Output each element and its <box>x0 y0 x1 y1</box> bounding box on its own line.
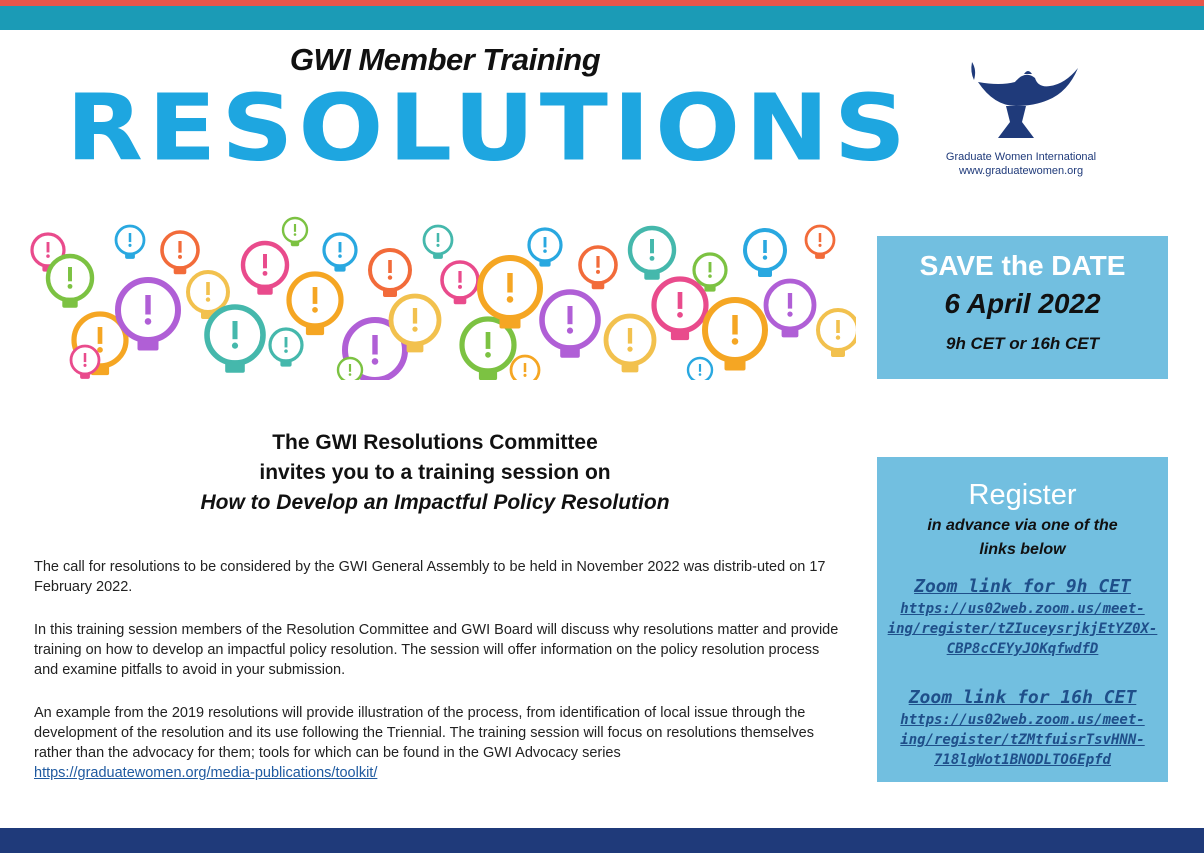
lightbulb-icon <box>370 250 410 297</box>
lightbulb-icon <box>162 232 198 274</box>
lightbulb-icon <box>289 274 341 335</box>
session-title: How to Develop an Impactful Policy Resolution <box>200 491 670 514</box>
lightbulbs-illustration <box>30 210 856 380</box>
lightbulb-icon <box>324 234 356 272</box>
lightbulb-icon <box>818 310 856 357</box>
invitation-line: The GWI Resolutions Committee <box>272 431 598 454</box>
gwi-logo <box>940 52 1090 144</box>
lightbulb-icon <box>424 226 452 259</box>
zoom-link-16h-url[interactable] <box>888 710 1158 770</box>
lightbulb-icon <box>654 279 706 340</box>
resolutions-headline: RESOLUTIONS <box>66 73 911 182</box>
zoom-link-9h-label[interactable]: Zoom link for 9h CET <box>914 576 1131 597</box>
event-date: 6 April 2022 <box>944 288 1101 319</box>
lightbulb-icon <box>529 229 561 267</box>
lightbulb-icon <box>283 218 307 246</box>
oil-lamp-icon <box>950 52 1080 144</box>
register-subtitle <box>877 514 1168 562</box>
lightbulb-icon <box>766 281 814 337</box>
event-time: 9h CET or 16h CET <box>945 334 1100 353</box>
zoom-url-line[interactable]: https://us02web.zoom.us/meet- <box>900 712 1145 728</box>
zoom-url-line[interactable]: 718lgWot1BNODLTO6Epfd <box>933 752 1111 768</box>
register-subtitle-line: links below <box>979 541 1066 558</box>
lightbulb-icon <box>745 230 785 277</box>
training-subtitle: GWI Member Training <box>289 42 601 77</box>
top-teal-band <box>0 6 1204 30</box>
lightbulb-icon <box>338 358 362 380</box>
lightbulb-icon <box>705 300 765 371</box>
lightbulb-icon <box>580 247 616 289</box>
zoom-link-9h-url[interactable] <box>888 599 1158 659</box>
register-subtitle-line: in advance via one of the <box>927 517 1118 534</box>
lightbulb-icon <box>270 329 302 367</box>
paragraph-call-for-resolutions: The call for resolutions to be considered by the GWI General Assembly to be held in November 2022 was distrib-uted on 17 February 2022. <box>34 559 826 595</box>
zoom-url-line[interactable]: ing/register/tZIuceysrjkjEtYZ0X- <box>887 621 1158 637</box>
zoom-url-line[interactable]: ing/register/tZMtfuisrTsvHNN- <box>900 732 1145 748</box>
register-box <box>877 457 1168 782</box>
register-title: Register <box>968 479 1077 511</box>
paragraph-example-text: An example from the 2019 resolutions will provide illustration of the process, from identification of local issue through the development of the resolution and its use following the Triennial. The training session will focus on resolutions themselves rather than the advocacy for them; tools for which can be found in the GWI Advocacy series <box>34 705 814 761</box>
lightbulb-icon <box>116 226 144 259</box>
bottom-navy-band <box>0 828 1204 853</box>
lightbulb-icon <box>806 226 834 259</box>
lightbulb-icon <box>688 358 712 380</box>
lightbulb-icon <box>542 292 598 358</box>
invitation-line: invites you to a training session on <box>259 461 611 484</box>
lightbulb-icon <box>630 228 674 280</box>
zoom-url-line[interactable]: https://us02web.zoom.us/meet- <box>900 601 1145 617</box>
lightbulb-icon <box>511 356 539 380</box>
lightbulb-icon <box>207 307 263 373</box>
paragraph-example <box>34 703 844 783</box>
lightbulb-icon <box>606 316 654 372</box>
toolkit-link[interactable]: https://graduatewomen.org/media-publications/toolkit/ <box>34 765 378 781</box>
paragraph-session-description: In this training session members of the Resolution Committee and GWI Board will discuss why resolutions matter and provide training on how to develop an impactful policy resolution. The session will offer information on the policy resolution process and examine pitfalls to avoid in your submission. <box>34 622 839 678</box>
save-the-date-title: SAVE the DATE <box>919 250 1126 281</box>
zoom-url-line[interactable]: CBP8cCEYyJOKqfwdfD <box>946 641 1099 657</box>
zoom-link-16h-label[interactable]: Zoom link for 16h CET <box>908 687 1137 708</box>
org-name: Graduate Women International <box>945 151 1097 163</box>
save-the-date-box <box>877 236 1168 379</box>
lightbulb-icon <box>442 262 478 304</box>
org-website: www.graduatewomen.org <box>958 165 1084 177</box>
logo-caption <box>910 150 1132 178</box>
lightbulb-icon <box>48 256 92 308</box>
lightbulb-icon <box>243 243 287 295</box>
invitation-heading <box>170 428 700 518</box>
